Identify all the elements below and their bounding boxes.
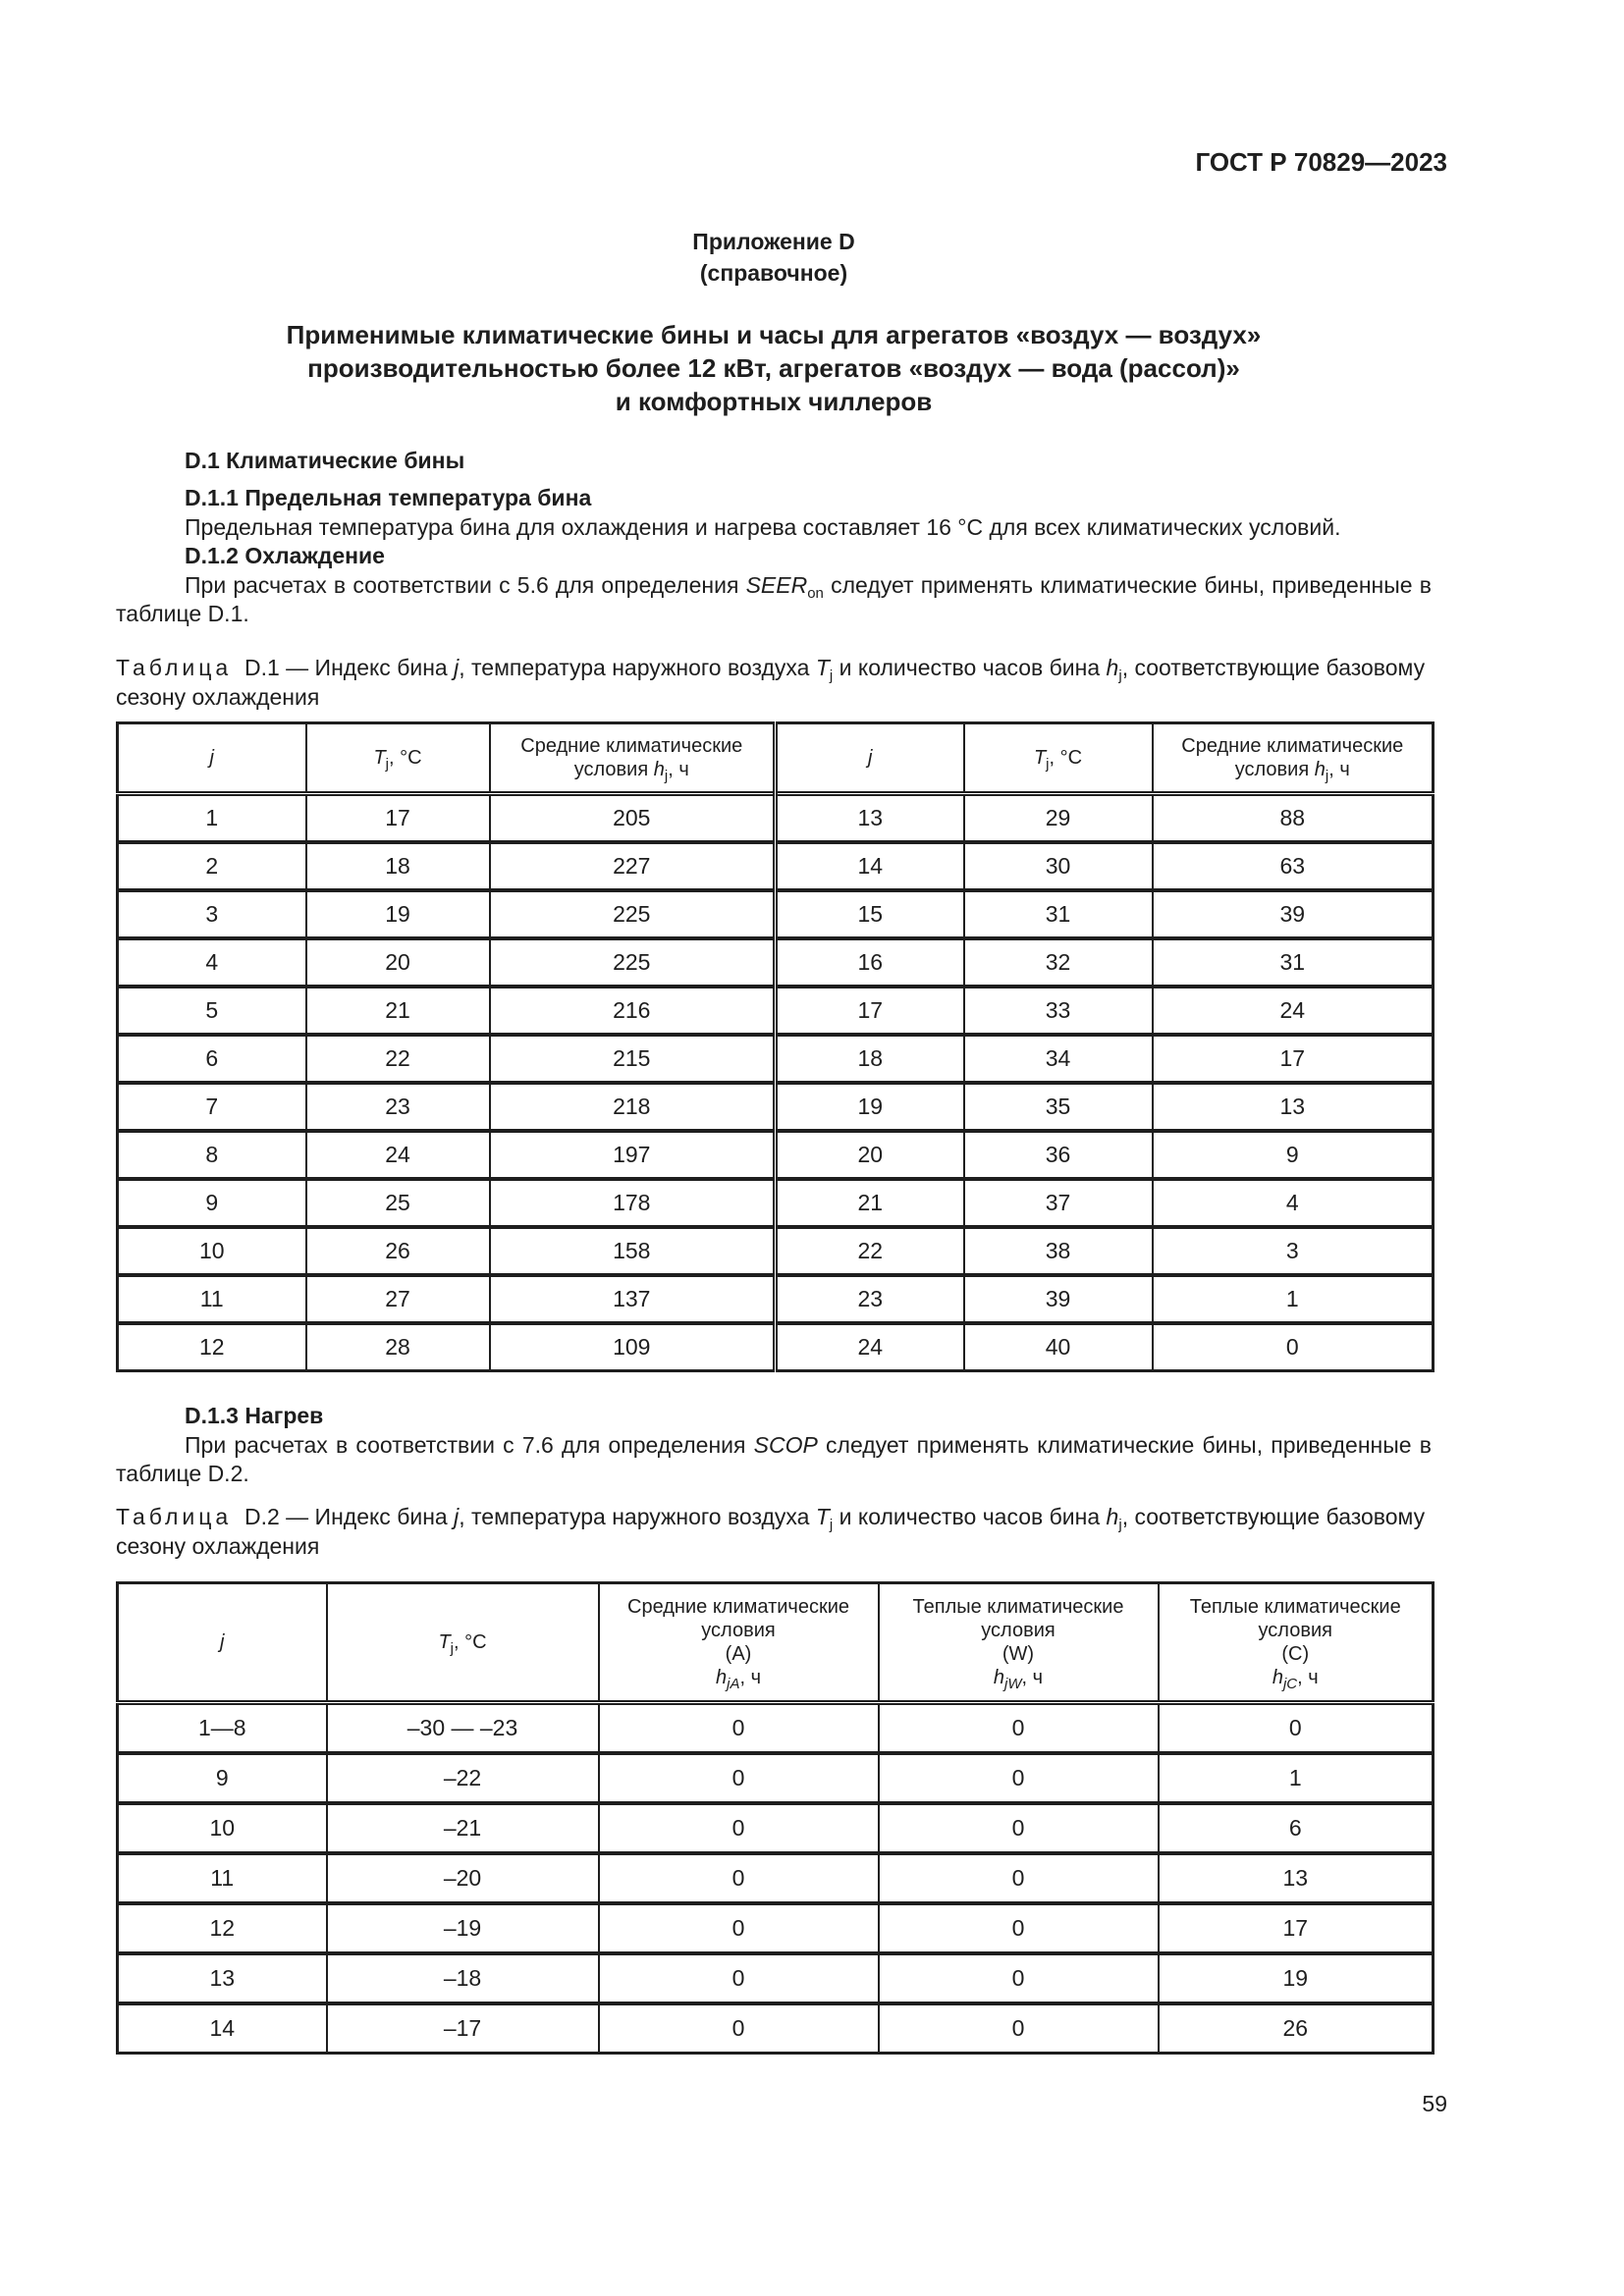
table-row xyxy=(118,1853,1434,1903)
column-header-temperature xyxy=(964,723,1153,794)
table-cell: 215 xyxy=(490,1035,776,1083)
table-row xyxy=(118,987,1434,1035)
table-cell: 9 xyxy=(1153,1131,1434,1179)
table-cell: 0 xyxy=(599,1753,879,1803)
caption-symbol: j xyxy=(454,1504,460,1529)
header-text: Теплые климатические xyxy=(912,1596,1124,1618)
header-text: (C) xyxy=(1281,1643,1310,1665)
table-row xyxy=(118,1953,1434,2003)
table-cell: 0 xyxy=(879,1853,1159,1903)
caption-number: D.2 xyxy=(244,1504,280,1529)
table-cell: 0 xyxy=(599,1803,879,1853)
document-code: ГОСТ Р 70829—2023 xyxy=(1195,147,1447,177)
table-cell: 225 xyxy=(490,890,776,938)
table-row xyxy=(118,1275,1434,1323)
table-cell: –18 xyxy=(327,1953,599,2003)
table-cell: –22 xyxy=(327,1753,599,1803)
table-cell: 6 xyxy=(1159,1803,1434,1853)
symbol-j: j xyxy=(209,747,214,769)
table-cell: 63 xyxy=(1153,842,1434,890)
caption-text: — Индекс бина xyxy=(279,655,455,680)
symbol-t: T xyxy=(438,1631,451,1653)
table-row xyxy=(118,1131,1434,1179)
column-header-warm-c xyxy=(1159,1583,1434,1703)
table-cell: 28 xyxy=(306,1323,490,1371)
column-header-temperature xyxy=(327,1583,599,1703)
table-cell: 31 xyxy=(964,890,1153,938)
table-cell: 8 xyxy=(118,1131,306,1179)
table-row xyxy=(118,890,1434,938)
table-cell: 20 xyxy=(776,1131,964,1179)
table-cell: –17 xyxy=(327,2003,599,2054)
table-cell: 197 xyxy=(490,1131,776,1179)
caption-symbol: T xyxy=(815,655,830,680)
table-cell: 39 xyxy=(1153,890,1434,938)
table-cell: 5 xyxy=(118,987,306,1035)
table-d1 xyxy=(116,721,1435,1372)
table-d2-caption xyxy=(116,1502,1432,1561)
column-header-average xyxy=(599,1583,879,1703)
column-header-j xyxy=(118,1583,327,1703)
term-scop: SCOP xyxy=(753,1432,818,1458)
table-cell: 0 xyxy=(599,1853,879,1903)
table-row xyxy=(118,1703,1434,1753)
table-cell: 38 xyxy=(964,1227,1153,1275)
table-cell: 19 xyxy=(306,890,490,938)
page-number: 59 xyxy=(1422,2091,1447,2116)
caption-subscript: j xyxy=(829,667,834,684)
subscript: jW xyxy=(1004,1676,1022,1692)
symbol-t: T xyxy=(373,747,386,769)
table-cell: 25 xyxy=(306,1179,490,1227)
table-cell: 26 xyxy=(1159,2003,1434,2054)
table-cell: 0 xyxy=(879,2003,1159,2054)
header-text: Средние климатические xyxy=(627,1596,849,1618)
caption-subscript: j xyxy=(1118,1517,1122,1533)
paragraph-text: При расчетах в соответствии с 7.6 для определения xyxy=(185,1432,754,1458)
table-cell: 0 xyxy=(1159,1703,1434,1753)
table-row xyxy=(118,1179,1434,1227)
table-cell: 17 xyxy=(1159,1903,1434,1953)
table-row xyxy=(118,1803,1434,1853)
caption-word: Таблица xyxy=(116,655,233,680)
table-cell: 1 xyxy=(1159,1753,1434,1803)
header-text: условия xyxy=(1258,1620,1332,1641)
table-cell: 26 xyxy=(306,1227,490,1275)
table-cell: 6 xyxy=(118,1035,306,1083)
table-cell: 22 xyxy=(306,1035,490,1083)
table-cell: 1 xyxy=(118,794,306,842)
table-cell: 24 xyxy=(776,1323,964,1371)
subscript: j xyxy=(450,1640,454,1657)
table-cell: 225 xyxy=(490,938,776,987)
term-seer-subscript: on xyxy=(807,585,824,602)
header-text: (A) xyxy=(725,1643,752,1665)
paragraph-d12 xyxy=(116,571,1432,628)
table-cell: 0 xyxy=(879,1953,1159,2003)
table-cell: 10 xyxy=(118,1803,327,1853)
symbol-h: h xyxy=(1314,759,1326,780)
annex-label: Приложение D xyxy=(692,229,855,254)
table-cell: 19 xyxy=(776,1083,964,1131)
subscript: j xyxy=(385,756,389,773)
caption-subscript: j xyxy=(829,1517,834,1533)
table-cell: 17 xyxy=(776,987,964,1035)
header-text: условия xyxy=(1234,759,1315,780)
paragraph-text: следует применять климатические бины, приведенные в таблице D.1. xyxy=(116,572,1432,626)
table-cell: 22 xyxy=(776,1227,964,1275)
table-cell: 227 xyxy=(490,842,776,890)
caption-word: Таблица xyxy=(116,1504,233,1529)
subscript: jA xyxy=(727,1676,740,1692)
symbol-j: j xyxy=(220,1631,225,1653)
table-cell: 3 xyxy=(118,890,306,938)
header-text: Средние климатические xyxy=(1181,735,1404,757)
table-cell: 27 xyxy=(306,1275,490,1323)
table-cell: 37 xyxy=(964,1179,1153,1227)
symbol-h: h xyxy=(993,1667,1005,1688)
section-heading-d13: D.1.3 Нагрев xyxy=(185,1403,324,1428)
header-text: условия xyxy=(573,759,654,780)
table-cell: 24 xyxy=(1153,987,1434,1035)
subscript: jC xyxy=(1282,1676,1298,1692)
symbol-h: h xyxy=(653,759,665,780)
table-cell: 4 xyxy=(118,938,306,987)
unit: , ч xyxy=(1297,1667,1319,1688)
annex-title xyxy=(116,318,1432,418)
annex-title-line: производительностью более 12 кВт, агрегатов «воздух — вода (рассол)» xyxy=(307,353,1240,383)
symbol-h: h xyxy=(1272,1667,1283,1688)
table-cell: 0 xyxy=(879,1703,1159,1753)
caption-text: , соответствующие базовому сезону охлаждения xyxy=(116,1504,1426,1559)
table-cell: 24 xyxy=(306,1131,490,1179)
table-cell: 35 xyxy=(964,1083,1153,1131)
unit: , °С xyxy=(1049,747,1083,769)
table-cell: 13 xyxy=(1159,1853,1434,1903)
table-row xyxy=(118,794,1434,842)
annex-header xyxy=(116,226,1432,289)
symbol-h: h xyxy=(715,1667,728,1688)
table-row xyxy=(118,1227,1434,1275)
table-cell: 21 xyxy=(776,1179,964,1227)
header-text: Средние климатические xyxy=(520,735,743,757)
unit: , ч xyxy=(668,759,689,780)
header-text: Теплые климатические xyxy=(1189,1596,1401,1618)
table-cell: 2 xyxy=(118,842,306,890)
unit: , °С xyxy=(389,747,422,769)
table-cell: 31 xyxy=(1153,938,1434,987)
header-text: (W) xyxy=(1001,1643,1035,1665)
table-cell: 0 xyxy=(879,1903,1159,1953)
table-cell: 11 xyxy=(118,1853,327,1903)
table-cell: 21 xyxy=(306,987,490,1035)
table-cell: 10 xyxy=(118,1227,306,1275)
caption-symbol: T xyxy=(815,1504,830,1529)
caption-symbol: h xyxy=(1106,1504,1119,1529)
table-cell: 18 xyxy=(306,842,490,890)
table-header-row xyxy=(118,1583,1434,1703)
table-cell: 20 xyxy=(306,938,490,987)
table-cell: –19 xyxy=(327,1903,599,1953)
table-header-row xyxy=(118,723,1434,794)
table-cell: 9 xyxy=(118,1179,306,1227)
table-cell: 0 xyxy=(879,1803,1159,1853)
term-seer: SEER xyxy=(745,572,808,598)
table-cell: 36 xyxy=(964,1131,1153,1179)
table-row xyxy=(118,938,1434,987)
table-row xyxy=(118,2003,1434,2054)
table-cell: 17 xyxy=(306,794,490,842)
table-cell: 30 xyxy=(964,842,1153,890)
caption-symbol: j xyxy=(454,655,460,680)
column-header-j xyxy=(118,723,306,794)
table-cell: –21 xyxy=(327,1803,599,1853)
table-cell: 19 xyxy=(1159,1953,1434,2003)
caption-text: и количество часов бина xyxy=(833,1504,1107,1529)
table-cell: 39 xyxy=(964,1275,1153,1323)
table-row xyxy=(118,1035,1434,1083)
table-cell: 32 xyxy=(964,938,1153,987)
table-cell: 216 xyxy=(490,987,776,1035)
table-cell: 158 xyxy=(490,1227,776,1275)
table-cell: 88 xyxy=(1153,794,1434,842)
table-cell: 0 xyxy=(599,1903,879,1953)
table-row xyxy=(118,842,1434,890)
symbol-j: j xyxy=(868,747,873,769)
column-header-j xyxy=(776,723,964,794)
table-cell: 18 xyxy=(776,1035,964,1083)
table-cell: 4 xyxy=(1153,1179,1434,1227)
table-cell: –20 xyxy=(327,1853,599,1903)
table-cell: 12 xyxy=(118,1323,306,1371)
table-cell: 14 xyxy=(776,842,964,890)
unit: , ч xyxy=(1021,1667,1044,1688)
annex-title-line: Применимые климатические бины и часы для агрегатов «воздух — воздух» xyxy=(286,320,1262,349)
subscript: j xyxy=(1046,756,1050,773)
table-cell: 1—8 xyxy=(118,1703,327,1753)
table-cell: 3 xyxy=(1153,1227,1434,1275)
paragraph-text: следует применять климатические бины, приведенные в таблице D.2. xyxy=(116,1432,1432,1486)
table-cell: 109 xyxy=(490,1323,776,1371)
table-cell: 1 xyxy=(1153,1275,1434,1323)
table-cell: 33 xyxy=(964,987,1153,1035)
table-d2 xyxy=(116,1581,1435,2055)
table-row xyxy=(118,1903,1434,1953)
caption-number: D.1 xyxy=(244,655,280,680)
table-cell: 0 xyxy=(599,1953,879,2003)
section-heading-d12: D.1.2 Охлаждение xyxy=(185,543,385,568)
column-header-hours xyxy=(490,723,776,794)
unit: , ч xyxy=(739,1667,761,1688)
subscript: j xyxy=(1325,768,1329,784)
table-cell: 29 xyxy=(964,794,1153,842)
caption-text: , температура наружного воздуха xyxy=(459,1504,816,1529)
table-cell: 34 xyxy=(964,1035,1153,1083)
table-cell: 12 xyxy=(118,1903,327,1953)
table-cell: 13 xyxy=(776,794,964,842)
table-cell: 0 xyxy=(599,2003,879,2054)
unit: , °С xyxy=(454,1631,487,1653)
paragraph-d11: Предельная температура бина для охлаждения и нагрева составляет 16 °С для всех климатических условий. xyxy=(185,514,1341,540)
unit: , ч xyxy=(1328,759,1350,780)
column-header-temperature xyxy=(306,723,490,794)
table-cell: 23 xyxy=(306,1083,490,1131)
caption-subscript: j xyxy=(1118,667,1122,684)
section-heading-d11: D.1.1 Предельная температура бина xyxy=(185,485,592,510)
table-cell: 15 xyxy=(776,890,964,938)
section-heading-d1: D.1 Климатические бины xyxy=(185,448,465,473)
table-cell: 23 xyxy=(776,1275,964,1323)
table-cell: 16 xyxy=(776,938,964,987)
table-cell: 17 xyxy=(1153,1035,1434,1083)
table-row xyxy=(118,1753,1434,1803)
annex-title-line: и комфортных чиллеров xyxy=(615,387,933,416)
caption-text: , соответствующие базовому сезону охлаждения xyxy=(116,655,1426,710)
table-cell: 137 xyxy=(490,1275,776,1323)
table-cell: 205 xyxy=(490,794,776,842)
table-cell: 13 xyxy=(118,1953,327,2003)
table-cell: 9 xyxy=(118,1753,327,1803)
table-cell: 11 xyxy=(118,1275,306,1323)
table-cell: 0 xyxy=(1153,1323,1434,1371)
caption-text: и количество часов бина xyxy=(833,655,1107,680)
table-cell: 14 xyxy=(118,2003,327,2054)
caption-symbol: h xyxy=(1106,655,1119,680)
column-header-warm-w xyxy=(879,1583,1159,1703)
column-header-hours xyxy=(1153,723,1434,794)
table-cell: 178 xyxy=(490,1179,776,1227)
caption-text: — Индекс бина xyxy=(279,1504,455,1529)
table-cell: 0 xyxy=(879,1753,1159,1803)
paragraph-d13 xyxy=(116,1431,1432,1488)
table-cell: 0 xyxy=(599,1703,879,1753)
table-cell: 7 xyxy=(118,1083,306,1131)
table-cell: 218 xyxy=(490,1083,776,1131)
table-row xyxy=(118,1323,1434,1371)
subscript: j xyxy=(664,768,669,784)
annex-status: (справочное) xyxy=(699,260,848,286)
table-d1-caption xyxy=(116,653,1432,712)
paragraph-text: При расчетах в соответствии с 5.6 для определения xyxy=(185,572,746,598)
caption-text: , температура наружного воздуха xyxy=(459,655,816,680)
header-text: условия xyxy=(701,1620,776,1641)
table-cell: 40 xyxy=(964,1323,1153,1371)
table-cell: –30 — –23 xyxy=(327,1703,599,1753)
header-text: условия xyxy=(981,1620,1056,1641)
symbol-t: T xyxy=(1033,747,1047,769)
table-cell: 13 xyxy=(1153,1083,1434,1131)
table-row xyxy=(118,1083,1434,1131)
